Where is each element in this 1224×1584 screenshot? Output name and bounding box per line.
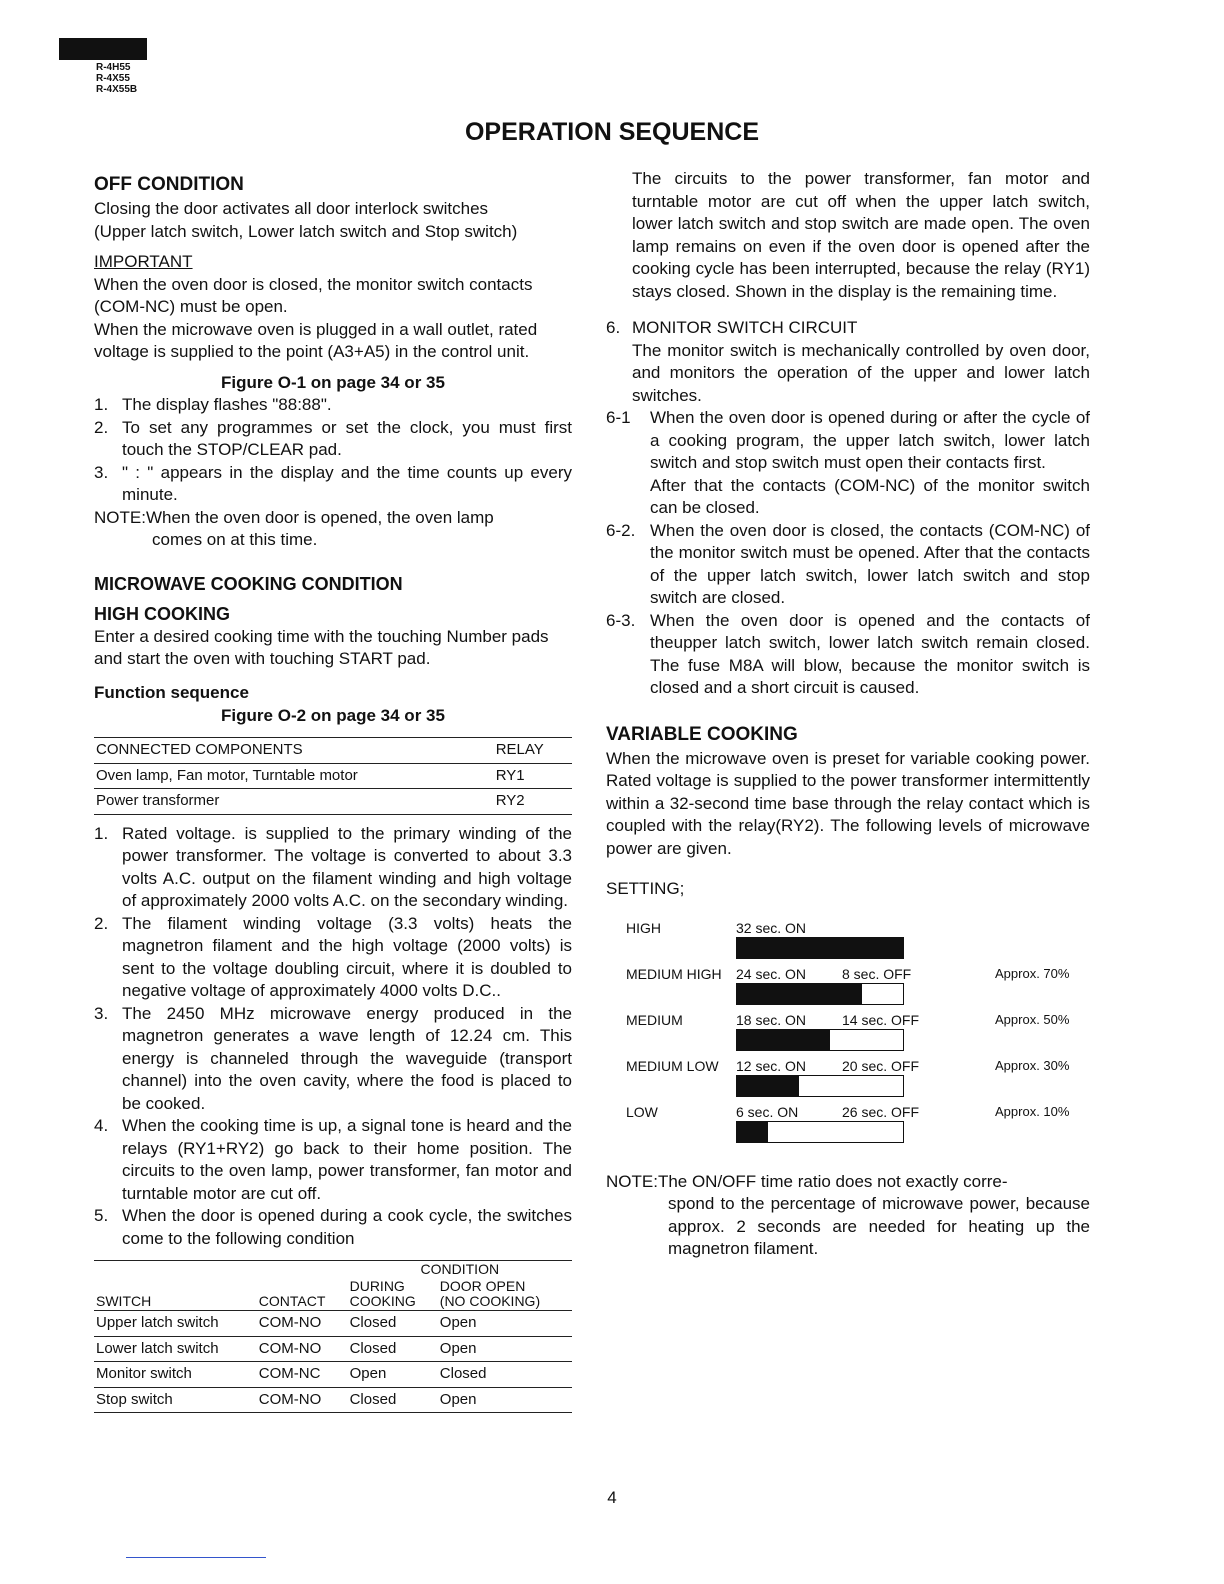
variable-note: [606, 1171, 1090, 1261]
list-item: 2. To set any programmes or set the clock, you must first touch the STOP/CLEAR pad.: [94, 417, 572, 459]
list-item: 1. The display flashes "88:88".: [94, 395, 332, 414]
setting-label-0: HIGH: [626, 919, 661, 936]
setting-label-2: MEDIUM: [626, 1011, 683, 1028]
monitor-circuit-item: 6. MONITOR SWITCH CIRCUIT The monitor switch is mechanically controlled by oven door, and monitors the operation of the upper and lower latch switches.: [606, 317, 1090, 407]
important-label: IMPORTANT: [94, 252, 193, 271]
setting-off-time: 20 sec. OFF: [842, 1057, 920, 1074]
off-intro-2: (Upper latch switch, Lower latch switch and Stop switch): [94, 221, 518, 241]
col-header: SWITCH: [94, 1278, 257, 1311]
list-item: 5. When the door is opened during a cook cycle, the switches come to the following condition: [94, 1206, 572, 1248]
duty-cycle-on-fill: [737, 1122, 768, 1142]
monitor-circuit-text: The monitor switch is mechanically controlled by oven door, and monitors the operation of the upper and lower latch switches.: [632, 340, 1090, 405]
plug-text: When the microwave oven is plugged in a wall outlet, rated voltage is supplied to the point (A3+A5) in the control unit.: [94, 319, 538, 361]
table-cell: Oven lamp, Fan motor, Turntable motor: [94, 763, 494, 789]
col-header: CONNECTED COMPONENTS: [94, 738, 494, 764]
setting-label-1: MEDIUM HIGH: [626, 965, 722, 982]
figure-o1-ref: Figure O-1 on page 34 or 35: [221, 372, 445, 392]
variable-cooking-text: When the microwave oven is preset for variable cooking power. Rated voltage is supplied to the power transformer intermittently within a 32-second time base through the relay contact which is coupled with the relay(RY2). The following levels of microwave power are given.: [606, 748, 1090, 858]
list-item: 6-3. When the oven door is opened and the contacts of theupper latch switch, lower latch switch remain closed. The fuse M8A will blow, because the monitor switch is closed and a short circuit is caused.: [606, 610, 1090, 697]
setting-on-time: 32 sec. ON: [736, 919, 807, 936]
col-header: CONTACT: [257, 1278, 348, 1311]
power-settings-chart: [606, 917, 1090, 1157]
table-row: Upper latch switch COM-NO Closed Open: [94, 1311, 572, 1337]
setting-approx: Approx. 30%: [995, 1057, 1070, 1073]
setting-label: SETTING;: [606, 879, 685, 898]
duty-cycle-bar: [736, 937, 904, 959]
duty-cycle-on-fill: [737, 1030, 830, 1050]
microwave-condition-heading: MICROWAVE COOKING CONDITION: [94, 573, 403, 594]
setting-off-time: 26 sec. OFF: [842, 1103, 920, 1120]
setting-on-time: 18 sec. ON: [736, 1011, 807, 1028]
off-note: [94, 507, 572, 552]
off-steps: [94, 394, 572, 507]
table-cell: Power transformer: [94, 789, 494, 815]
off-intro-1: Closing the door activates all door interlock switches: [94, 199, 489, 218]
figure-o2-ref: Figure O-2 on page 34 or 35: [221, 705, 445, 725]
duty-cycle-on-fill: [737, 938, 903, 958]
list-item: 2. The filament winding voltage (3.3 volts) heats the magnetron filament and the high voltage (2000 volts) is sent to the voltage doubling circuit, where it is doubled to negative voltage of approximately 4000 volts D.C..: [94, 913, 572, 1000]
duty-cycle-bar: [736, 1075, 904, 1097]
model-3: R-4X55B: [96, 84, 138, 95]
micro-steps: [94, 823, 572, 1251]
function-sequence-heading: Function sequence: [94, 682, 249, 702]
left-column: [94, 172, 572, 1413]
duty-cycle-bar: [736, 983, 904, 1005]
continued-text: The circuits to the power transformer, fan motor and turntable motor are cut off when the upper latch switch, lower latch switch and stop switch are made open. The oven lamp remains on even if the oven door is opened after the cooking cycle has been interrupted, because the relay (RY1) stays closed. Shown in the display is the remaining time.: [632, 169, 1090, 301]
col-header: RELAY: [494, 738, 572, 764]
setting-on-time: 24 sec. ON: [736, 965, 807, 982]
list-item: 1. Rated voltage. is supplied to the primary winding of the power transformer. The voltage is converted to about 3.3 volts A.C. output on the filament winding and high voltage of approximately 2000 volts A.C. on the secondary winding.: [94, 823, 572, 910]
table-row: Monitor switch COM-NC Open Closed: [94, 1362, 572, 1388]
table-header-row: [94, 738, 572, 764]
list-item: 3. " : " appears in the display and the time counts up every minute.: [94, 462, 572, 504]
high-cooking-text: Enter a desired cooking time with the touching Number pads and start the oven with touching START pad.: [94, 626, 549, 668]
col-header-door-open: DOOR OPEN (NO COOKING): [438, 1278, 572, 1311]
list-item: 6-2. When the oven door is closed, the contacts (COM-NC) of the monitor switch must be opened. After that the contacts of the upper latch switch, lower latch switch and stop switch are closed.: [606, 520, 1090, 607]
off-note-cont: comes on at this time.: [152, 530, 318, 549]
model-2: R-4X55: [96, 73, 130, 84]
header-black-block: [59, 38, 147, 60]
switch-condition-table: [94, 1260, 572, 1413]
setting-approx: Approx. 70%: [995, 965, 1070, 981]
right-column: [606, 168, 1090, 1261]
high-cooking-heading: HIGH COOKING: [94, 603, 231, 624]
list-item: 4. When the cooking time is up, a signal tone is heard and the relays (RY1+RY2) go back to their home position. The circuits to the oven lamp, power transformer, fan motor and turntable motor are cut off.: [94, 1116, 572, 1203]
variable-note-cont: spond to the percentage of microwave power, because approx. 2 seconds are needed for heating up the magnetron filament.: [668, 1194, 1090, 1258]
table-row: [94, 763, 572, 789]
list-item: 3. The 2450 MHz microwave energy produced in the magnetron generates a wave length of 12.24 cm. This energy is channeled through the waveguide (transport channel) into the oven cavity, where the food is placed to be cooked.: [94, 1003, 572, 1113]
setting-on-time: 6 sec. ON: [736, 1103, 799, 1120]
off-note-lead: NOTE:When the oven door is opened, the oven lamp: [94, 507, 494, 527]
components-table: [94, 737, 572, 815]
setting-label-3: MEDIUM LOW: [626, 1057, 719, 1074]
model-list: [96, 62, 137, 95]
setting-approx: Approx. 50%: [995, 1011, 1070, 1027]
footer-rule: [126, 1557, 266, 1558]
setting-approx: Approx. 10%: [995, 1103, 1070, 1119]
table-cell: RY2: [494, 789, 572, 815]
duty-cycle-bar: [736, 1121, 904, 1143]
table-cell: RY1: [494, 763, 572, 789]
list-item: 6-1 When the oven door is opened during or after the cycle of a cooking program, the upper latch switch, lower latch switch and stop switch must open their contacts first. After that the contacts (COM-NC) of the monitor switch can be closed.: [606, 408, 1090, 517]
variable-cooking-heading: VARIABLE COOKING: [606, 723, 798, 745]
setting-off-time: 14 sec. OFF: [842, 1011, 920, 1028]
monitor-circuit-title: MONITOR SWITCH CIRCUIT: [632, 318, 858, 337]
duty-cycle-on-fill: [737, 1076, 799, 1096]
duty-cycle-on-fill: [737, 984, 862, 1004]
table-header-row: [94, 1261, 572, 1279]
page-number: 4: [607, 1488, 617, 1507]
duty-cycle-bar: [736, 1029, 904, 1051]
setting-off-time: 8 sec. OFF: [842, 965, 912, 982]
table-row: Lower latch switch COM-NO Closed Open: [94, 1336, 572, 1362]
setting-label-4: LOW: [626, 1103, 658, 1120]
important-text: When the oven door is closed, the monitor switch contacts (COM-NC) must be open.: [94, 274, 533, 316]
col-header-during: DURING COOKING: [348, 1278, 438, 1311]
table-row: [94, 789, 572, 815]
page-title: OPERATION SEQUENCE: [464, 118, 760, 146]
model-1: R-4H55: [96, 62, 131, 73]
table-row: Stop switch COM-NO Closed Open: [94, 1387, 572, 1413]
table-header-row: [94, 1278, 572, 1311]
variable-note-lead: NOTE:The ON/OFF time ratio does not exactly corre-: [606, 1171, 1008, 1191]
setting-on-time: 12 sec. ON: [736, 1057, 807, 1074]
off-condition-heading: OFF CONDITION: [94, 174, 244, 195]
condition-header: CONDITION: [348, 1261, 572, 1279]
